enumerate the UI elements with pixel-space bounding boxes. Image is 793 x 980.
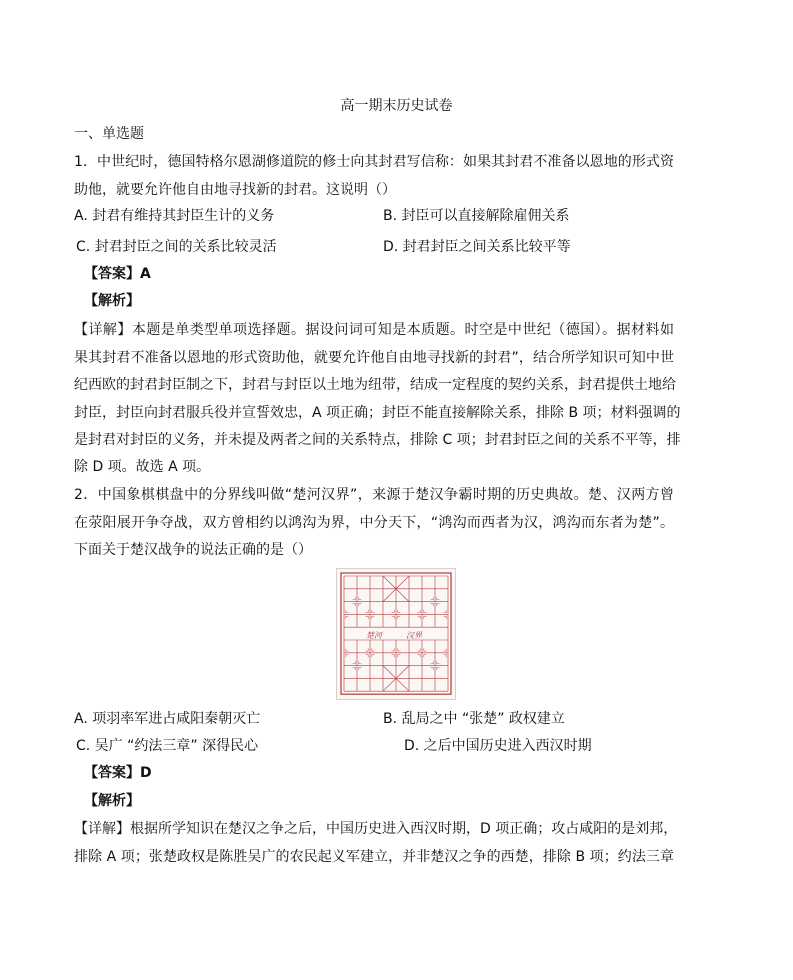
q1-option-b: B. 封臣可以直接解除雇佣关系: [383, 208, 570, 224]
q2-stem-line-1: 2．中国象棋棋盘中的分界线叫做“楚河汉界”，来源于楚汉争霸时期的历史典故。楚、汉两方曾: [74, 487, 674, 503]
q1-detail-line: 是封君对封臣的义务，并未提及两者之间的关系特点，排除 C 项；封君封臣之间的关系不平等，排: [74, 432, 681, 448]
chess-board-figure: [336, 568, 456, 700]
q2-stem-line-2: 在荥阳展开争夺战，双方曾相约以鸿沟为界，中分天下，“鸿沟而西者为汉，鸿沟而东者为楚”。: [74, 515, 674, 531]
q1-stem-line-2: 助他，就要允许他自由地寻找新的封君。这说明（）: [74, 182, 396, 198]
q2-option-c: C. 吴广 “约法三章” 深得民心: [76, 738, 259, 754]
section-heading: 一、单选题: [74, 126, 144, 142]
q1-answer: 【答案】A: [84, 266, 151, 282]
q2-detail-line: 排除 A 项；张楚政权是陈胜吴广的农民起义军建立，并非楚汉之争的西楚，排除 B 项；约法三章: [74, 849, 674, 865]
q1-option-a: A. 封君有维持其封臣生计的义务: [74, 208, 275, 224]
q1-detail-line: 除 D 项。故选 A 项。: [74, 459, 211, 475]
q1-detail-line: 【详解】本题是单类型单项选择题。据设问词可知是本质题。时空是中世纪（德国）。据材料如: [74, 322, 674, 338]
q1-option-c: C. 封君封臣之间的关系比较灵活: [76, 239, 277, 255]
page-title: 高一期末历史试卷: [340, 98, 453, 114]
q2-detail-line: 【详解】根据所学知识在楚汉之争之后，中国历史进入西汉时期，D 项正确；攻占咸阳的是刘邦，: [74, 821, 678, 837]
q1-stem-line-1: 1．中世纪时，德国特格尔恩湖修道院的修士向其封君写信称：如果其封君不准备以恩地的形式资: [74, 154, 674, 170]
q1-detail-line: 封臣，封臣向封君服兵役并宣誓效忠，A 项正确；封臣不能直接解除关系，排除 B 项；材料强调的: [74, 405, 681, 421]
q2-analysis-label: 【解析】: [84, 793, 140, 809]
q2-option-b: B. 乱局之中 “张楚” 政权建立: [383, 711, 565, 727]
q1-option-d: D. 封君封臣之间关系比较平等: [383, 239, 571, 255]
q2-stem-line-3: 下面关于楚汉战争的说法正确的是（）: [74, 542, 312, 558]
q1-analysis-label: 【解析】: [84, 293, 140, 309]
q1-detail-line: 果其封君不准备以恩地的形式资助他，就要允许他自由地寻找新的封君”，结合所学知识可知中世: [74, 350, 674, 366]
q2-option-a: A. 项羽率军进占咸阳秦朝灭亡: [74, 711, 261, 727]
q2-option-d: D. 之后中国历史进入西汉时期: [404, 738, 592, 754]
chess-board-image: [336, 568, 456, 700]
river-left-label: 楚河: [366, 631, 382, 640]
q1-detail-line: 纪西欧的封君封臣制之下，封君与封臣以土地为纽带，结成一定程度的契约关系，封君提供土地给: [74, 377, 676, 393]
q2-answer: 【答案】D: [84, 765, 152, 781]
river-right-label: 汉界: [406, 631, 422, 640]
